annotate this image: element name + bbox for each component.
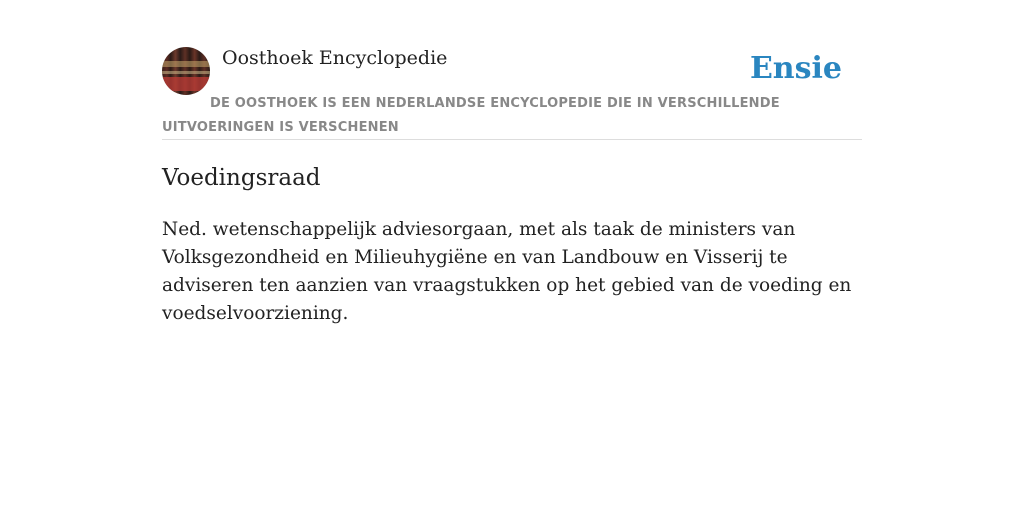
page-header-container: [162, 46, 862, 140]
article-title: Voedingsraad: [162, 165, 321, 191]
avatar-band: [162, 61, 210, 67]
avatar-band: [162, 77, 210, 91]
avatar[interactable]: [162, 47, 210, 95]
brand-logo[interactable]: Ensie: [749, 51, 842, 86]
tagline: DE OOSTHOEK IS EEN NEDERLANDSE ENCYCLOPEDIE DIE IN VERSCHILLENDE UITVOERINGEN IS VERSCHENEN: [162, 96, 780, 135]
site-title[interactable]: Oosthoek Encyclopedie: [222, 47, 448, 69]
avatar-band: [162, 71, 210, 74]
header: [162, 46, 862, 140]
article-body: Ned. wetenschappelijk adviesorgaan, met als taak de ministers van Volksgezondheid en Milieuhygiëne en van Landbouw en Visserij te adviseren ten aanzien van vraagstukken op het gebied van de voeding en voedselvoorziening.: [162, 219, 852, 324]
